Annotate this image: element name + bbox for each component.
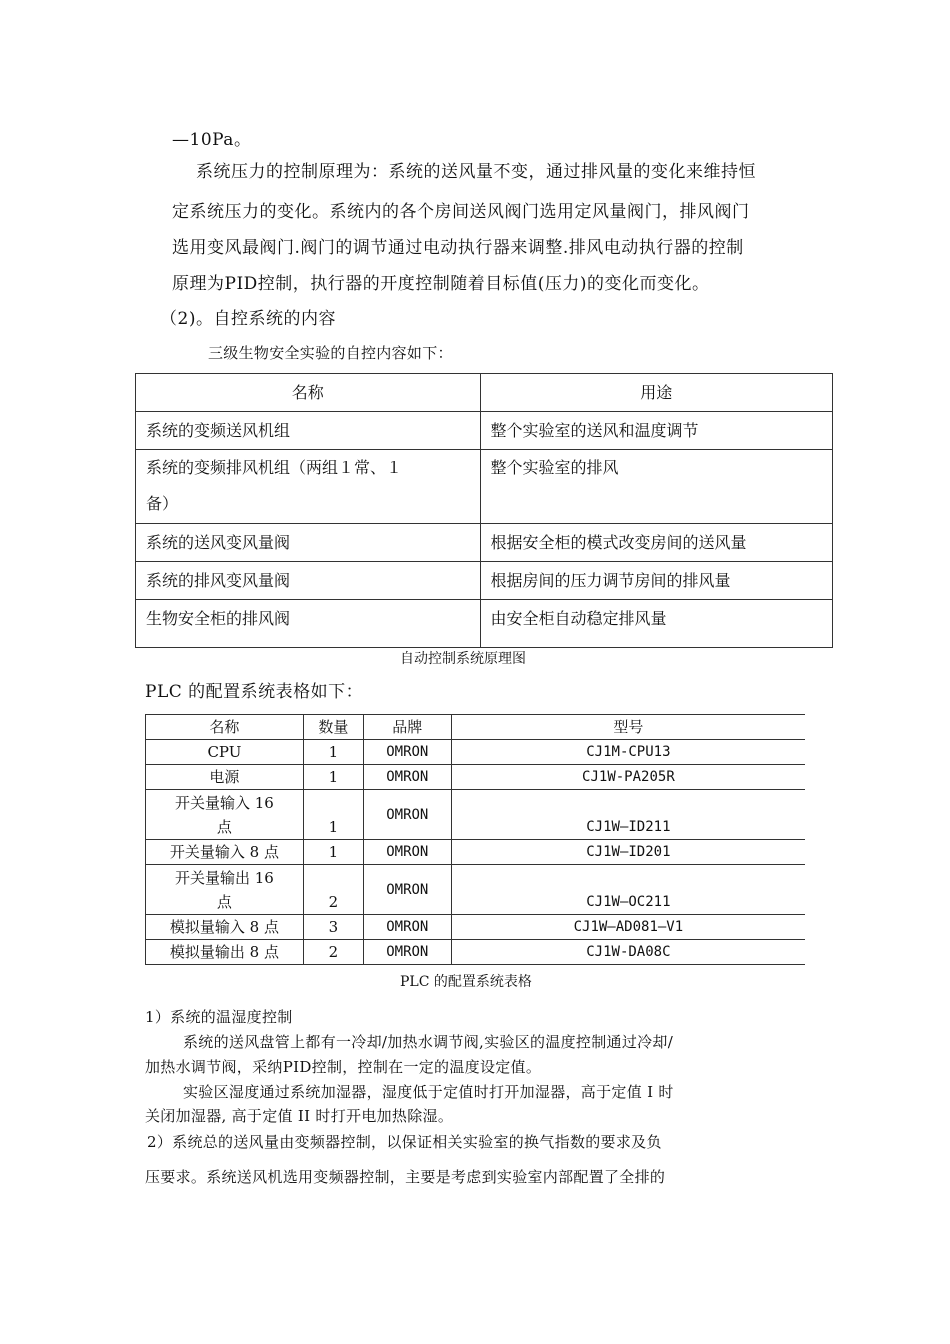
table-header-cell: 品牌: [363, 715, 451, 740]
table-row: [136, 562, 833, 600]
table-row: [136, 412, 833, 450]
table-cell: CJ1W-DA08C: [451, 940, 805, 965]
table-cell: CJ1W—ID211: [451, 790, 805, 840]
table-cell: 系统的变频送风机组: [136, 412, 481, 450]
table-cell: 系统的排风变风量阀: [136, 562, 481, 600]
table-cell: 1: [303, 740, 363, 765]
table-row: [146, 765, 806, 790]
text-line: 关闭加湿器, 高于定值 II 时打开电加热除湿。: [145, 1107, 454, 1125]
table-row: [146, 915, 806, 940]
text-line: 实验区湿度通过系统加湿器，湿度低于定值时打开加湿器，高于定值 I 时: [183, 1083, 674, 1101]
cell-line: 开关量输出 16: [175, 868, 274, 887]
table-cell: 2: [303, 940, 363, 965]
table-cell: 生物安全柜的排风阀: [136, 600, 481, 648]
section-heading: （2)。自控系统的内容: [160, 309, 336, 329]
table-cell: OMRON: [363, 765, 451, 790]
table-cell: 开关量输入 8 点: [146, 840, 304, 865]
text-line: 原理为PID控制，执行器的开度控制随着目标值(压力)的变化而变化。: [172, 274, 710, 294]
table-cell: OMRON: [363, 865, 451, 915]
table-header-cell: 型号: [451, 715, 805, 740]
table-cell: 模拟量输出 8 点: [146, 940, 304, 965]
table-cell: OMRON: [363, 840, 451, 865]
table-cell: 整个实验室的排风: [480, 450, 832, 524]
table-row: [146, 790, 806, 840]
plc-config-table: [145, 714, 805, 965]
table-cell: [136, 450, 481, 524]
section-heading: 1）系统的温湿度控制: [145, 1008, 293, 1026]
table-row: [146, 840, 806, 865]
cell-line: 系统的变频排风机组（两组１常、１: [146, 458, 403, 477]
table-row: [136, 600, 833, 648]
table-cell: OMRON: [363, 740, 451, 765]
text-line: 选用变风最阀门.阀门的调节通过电动执行器来调整.排风电动执行器的控制: [172, 238, 744, 258]
table-cell: CJ1M-CPU13: [451, 740, 805, 765]
table-cell: 整个实验室的送风和温度调节: [480, 412, 832, 450]
cell-line: 备）: [146, 494, 179, 513]
table-cell: OMRON: [363, 940, 451, 965]
table-header-cell: 用途: [480, 374, 832, 412]
table-header-cell: 数量: [303, 715, 363, 740]
table-cell: OMRON: [363, 790, 451, 840]
table-row: [136, 450, 833, 524]
table-cell: 1: [303, 790, 363, 840]
table-cell: 3: [303, 915, 363, 940]
table-header-cell: 名称: [136, 374, 481, 412]
table-cell: [146, 865, 304, 915]
table-cell: 电源: [146, 765, 304, 790]
table-cell: 模拟量输入 8 点: [146, 915, 304, 940]
text-line: 系统的送风盘管上都有一冷却/加热水调节阀,实验区的温度控制通过冷却/: [183, 1033, 674, 1051]
table-header-row: [136, 374, 833, 412]
table-header-row: [146, 715, 806, 740]
table-cell: OMRON: [363, 915, 451, 940]
table-cell: 系统的送风变风量阀: [136, 524, 481, 562]
table-cell: [146, 790, 304, 840]
table-header-cell: 名称: [146, 715, 304, 740]
text-line: —10Pa。: [172, 130, 252, 150]
table-row: [146, 740, 806, 765]
table-cell: 根据安全柜的模式改变房间的送风量: [480, 524, 832, 562]
text-line: 压要求。系统送风机选用变频器控制，主要是考虑到实验室内部配置了全排的: [145, 1168, 666, 1186]
table-intro: 三级生物安全实验的自控内容如下：: [208, 344, 453, 362]
table-cell: 1: [303, 765, 363, 790]
table-cell: CJ1W—AD081—V1: [451, 915, 805, 940]
text-line: 加热水调节阀，采纳PID控制，控制在一定的温度设定值。: [145, 1058, 542, 1076]
cell-line: 开关量输入 16: [175, 793, 274, 812]
table-cell: CJ1W—ID201: [451, 840, 805, 865]
table-cell: CJ1W—OC211: [451, 865, 805, 915]
cell-line: 点: [216, 892, 232, 911]
table-row: [136, 524, 833, 562]
table-cell: CPU: [146, 740, 304, 765]
cell-line: 点: [216, 817, 232, 836]
table-cell: 由安全柜自动稳定排风量: [480, 600, 832, 648]
table-caption: PLC 的配置系统表格: [400, 974, 532, 990]
table-cell: 根据房间的压力调节房间的排风量: [480, 562, 832, 600]
table-caption: 自动控制系统原理图: [400, 651, 526, 667]
control-content-table: [135, 373, 833, 648]
text-line: 系统压力的控制原理为：系统的送风量不变，通过排风量的变化来维持恒: [196, 162, 756, 182]
text-line: 2）系统总的送风量由变频器控制，以保证相关实验室的换气指数的要求及负: [147, 1133, 662, 1151]
table-cell: 1: [303, 840, 363, 865]
plc-intro: PLC 的配置系统表格如下：: [145, 682, 364, 702]
table-cell: CJ1W-PA205R: [451, 765, 805, 790]
table-row: [146, 865, 806, 915]
text-line: 定系统压力的变化。系统内的各个房间送风阀门选用定风量阀门，排风阀门: [172, 202, 750, 222]
table-cell: 2: [303, 865, 363, 915]
table-row: [146, 940, 806, 965]
